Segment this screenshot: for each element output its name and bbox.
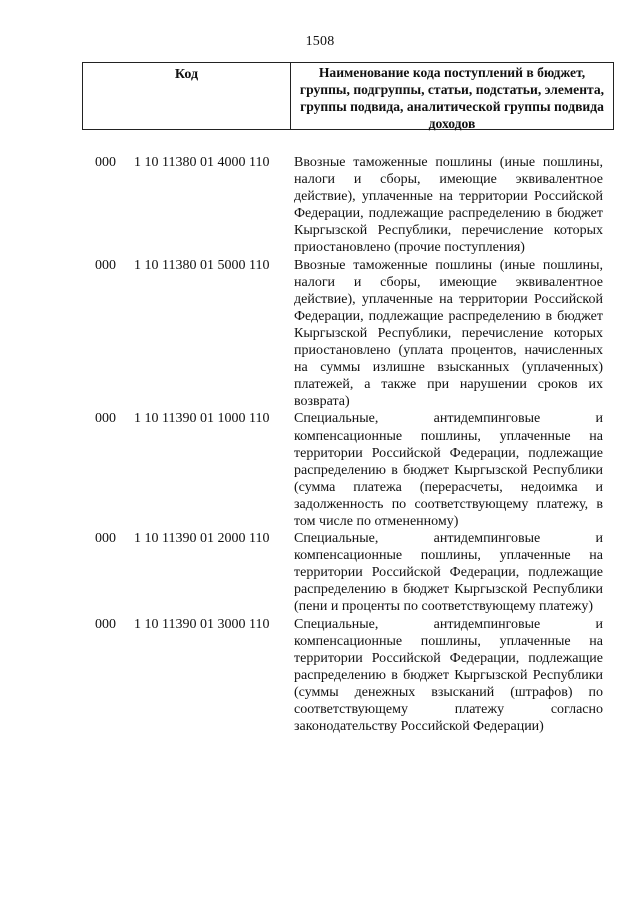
revenue-code: 1 10 11390 01 2000 110 (134, 531, 270, 547)
revenue-description: Ввозные таможенные пошлины (иные пошлины, налоги и сборы, имеющие эквивалентное действие), уплаченные на территории Российской Федерации, подлежащие распределению в бюджет Кыргызской Республики, перечисление которых приостановлено (уплата процентов, начисленных на суммы излишне взысканных (уплаченных) платежей, а также при нарушении сроков их возврата) (294, 257, 603, 410)
table-header (82, 62, 614, 130)
admin-code: 000 (95, 411, 116, 427)
header-name-column: Наименование кода поступлений в бюджет, группы, подгруппы, статьи, подстатьи, элемента, группы подвида, аналитической группы подвида доходов (299, 65, 605, 131)
revenue-code: 1 10 11390 01 1000 110 (134, 411, 270, 427)
revenue-description: Ввозные таможенные пошлины (иные пошлины, налоги и сборы, имеющие эквивалентное действие), уплаченные на территории Российской Федерации, подлежащие распределению в бюджет Кыргызской Республики, перечисление которых приостановлено (прочие поступления) (294, 155, 603, 256)
table-row (95, 154, 607, 257)
revenue-description: Специальные, антидемпинговые и компенсационные пошлины, уплаченные на территории Российской Федерации, подлежащие распределению в бюджет Кыргызской Республики (пени и проценты по соответствующему платежу) (294, 531, 603, 615)
table-row (95, 257, 607, 411)
revenue-code: 1 10 11390 01 3000 110 (134, 616, 270, 632)
table-body (95, 154, 607, 735)
admin-code: 000 (95, 257, 116, 273)
revenue-code: 1 10 11380 01 5000 110 (134, 257, 270, 273)
revenue-description: Специальные, антидемпинговые и компенсационные пошлины, уплаченные на территории Российской Федерации, подлежащие распределению в бюджет Кыргызской Республики (сумма платежа (перерасчеты, недоимка и задолженность по соответствующему платежу, в том числе по отмененному) (294, 411, 603, 529)
page-number: 1508 (305, 34, 335, 49)
admin-code: 000 (95, 155, 116, 170)
admin-code: 000 (95, 531, 116, 547)
revenue-description: Специальные, антидемпинговые и компенсационные пошлины, уплаченные на территории Российской Федерации, подлежащие распределению в бюджет Кыргызской Республики (суммы денежных взысканий (штрафов) по соответствующему платежу согласно законодательству Российской Федерации) (294, 616, 603, 735)
admin-code: 000 (95, 616, 116, 632)
header-code-column: Код (83, 63, 291, 129)
table-row (95, 530, 607, 615)
revenue-code: 1 10 11380 01 4000 110 (134, 155, 270, 170)
table-row (95, 410, 607, 530)
table-row (95, 616, 607, 736)
